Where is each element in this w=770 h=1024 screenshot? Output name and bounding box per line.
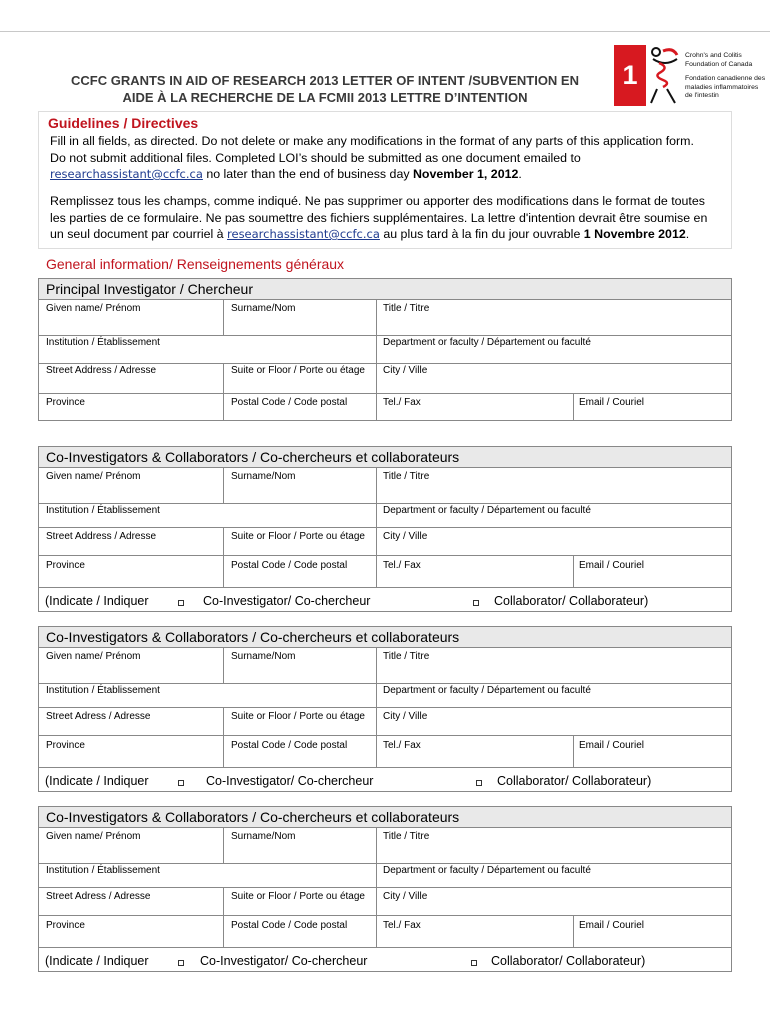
coinvestigator-block-1 — [38, 446, 732, 612]
city-field[interactable]: City / Ville — [383, 711, 428, 722]
city-field[interactable]: City / Ville — [383, 365, 428, 376]
department-field[interactable]: Department or faculty / Département ou faculté — [383, 865, 591, 876]
co2-heading: Co-Investigators & Collaborators / Co-chercheurs et collaborateurs — [39, 627, 731, 648]
indicate-label: (Indicate / Indiquer — [45, 594, 149, 608]
institution-field[interactable]: Institution / Établissement — [46, 865, 160, 876]
surname-field[interactable]: Surname/Nom — [231, 831, 296, 842]
col-divider — [573, 915, 574, 947]
col-divider — [223, 300, 224, 335]
fr-line3-tail: au plus tard à la fin du jour ouvrable — [379, 227, 584, 241]
guidelines-fr-line2: les parties de ce formulaire. Ne pas soumettre des fichiers supplémentaires. La lettre d'intention devrait être soumise en — [50, 210, 708, 225]
city-field[interactable]: City / Ville — [383, 891, 428, 902]
guidelines-en-line1: Fill in all fields, as directed. Do not delete or make any modifications in the format of any parts of this application form. — [50, 134, 694, 148]
province-field[interactable]: Province — [46, 740, 85, 751]
en-period: . — [518, 167, 522, 181]
indicate-label: (Indicate / Indiquer — [45, 954, 149, 968]
street-field[interactable]: Street Address / Adresse — [46, 531, 157, 542]
suite-field[interactable]: Suite or Floor / Porte ou étage — [231, 711, 365, 722]
institution-field[interactable]: Institution / Établissement — [46, 505, 160, 516]
logo-en-2: Foundation of Canada — [685, 60, 753, 68]
province-field[interactable]: Province — [46, 397, 85, 408]
section-title: General information/ Renseignements généraux — [46, 256, 345, 272]
institution-field[interactable]: Institution / Établissement — [46, 685, 160, 696]
coinvestigator-checkbox[interactable] — [178, 780, 184, 786]
row-divider — [39, 503, 731, 504]
collaborator-checkbox[interactable] — [473, 600, 479, 606]
col-divider — [573, 555, 574, 587]
street-field[interactable]: Street Adress / Adresse — [46, 891, 151, 902]
street-field[interactable]: Street Adress / Adresse — [46, 711, 151, 722]
collaborator-checkbox[interactable] — [476, 780, 482, 786]
title-line-2: AIDE À LA RECHERCHE DE LA FCMII 2013 LETTRE D’INTENTION — [122, 90, 528, 105]
en-deadline: November 1, 2012 — [412, 167, 519, 181]
email-link-fr[interactable]: researchassistant@ccfc.ca — [227, 227, 380, 241]
row-divider — [39, 527, 731, 528]
col-divider — [223, 527, 224, 587]
col-divider — [223, 468, 224, 503]
postal-code-field[interactable]: Postal Code / Code postal — [231, 920, 348, 931]
pi-heading: Principal Investigator / Chercheur — [39, 279, 731, 300]
surname-field[interactable]: Surname/Nom — [231, 471, 296, 482]
email-field[interactable]: Email / Couriel — [579, 740, 645, 751]
row-divider — [39, 887, 731, 888]
fr-line3-head: un seul document par courriel à — [50, 227, 228, 241]
coinvestigator-checkbox[interactable] — [178, 960, 184, 966]
row-divider — [39, 335, 731, 336]
coinvestigator-label: Co-Investigator/ Co-chercheur — [203, 594, 371, 608]
en-line3-tail: no later than the end of business day — [202, 167, 413, 181]
tel-fax-field[interactable]: Tel./ Fax — [383, 560, 421, 571]
logo-en-1: Crohn's and Colitis — [685, 52, 742, 59]
logo-fr-1: Fondation canadienne des — [685, 75, 766, 83]
logo-text — [685, 52, 770, 101]
indicate-label: (Indicate / Indiquer — [45, 774, 149, 788]
col-divider — [223, 648, 224, 683]
postal-code-field[interactable]: Postal Code / Code postal — [231, 740, 348, 751]
province-field[interactable]: Province — [46, 560, 85, 571]
col-divider — [376, 648, 377, 767]
collaborator-checkbox[interactable] — [471, 960, 477, 966]
department-field[interactable]: Department or faculty / Département ou faculté — [383, 505, 591, 516]
col-divider — [573, 393, 574, 420]
row-divider — [39, 393, 731, 394]
coinvestigator-block-2 — [38, 626, 732, 792]
title-line-1: CCFC GRANTS IN AID OF RESEARCH 2013 LETTER OF INTENT /SUBVENTION EN — [70, 73, 579, 88]
co1-heading: Co-Investigators & Collaborators / Co-chercheurs et collaborateurs — [39, 447, 731, 468]
given-name-field[interactable]: Given name/ Prénom — [46, 303, 141, 314]
given-name-field[interactable]: Given name/ Prénom — [46, 471, 141, 482]
coinvestigator-checkbox[interactable] — [178, 600, 184, 606]
tel-fax-field[interactable]: Tel./ Fax — [383, 740, 421, 751]
guidelines-en — [50, 133, 730, 183]
title-field[interactable]: Title / Titre — [383, 303, 430, 314]
department-field[interactable]: Department or faculty / Département ou faculté — [383, 337, 591, 348]
top-rule — [0, 31, 770, 32]
email-link[interactable]: researchassistant@ccfc.ca — [50, 167, 203, 181]
collaborator-label: Collaborator/ Collaborateur) — [494, 594, 649, 608]
form-title — [40, 72, 610, 106]
city-field[interactable]: City / Ville — [383, 531, 428, 542]
suite-field[interactable]: Suite or Floor / Porte ou étage — [231, 891, 365, 902]
logo-number: 1 — [614, 45, 646, 106]
col-divider — [223, 887, 224, 947]
suite-field[interactable]: Suite or Floor / Porte ou étage — [231, 531, 365, 542]
coinvestigator-block-3 — [38, 806, 732, 972]
fr-period: . — [685, 227, 690, 241]
guidelines-en-line2: Do not submit additional files. Completed LOI’s should be submitted as one document emailed to — [50, 150, 581, 165]
collaborator-label: Collaborator/ Collaborateur) — [497, 774, 652, 788]
surname-field[interactable]: Surname/Nom — [231, 651, 296, 662]
postal-code-field[interactable]: Postal Code / Code postal — [231, 397, 348, 408]
logo-fr-3: de l'intestin — [685, 92, 719, 100]
email-field[interactable]: Email / Couriel — [579, 920, 645, 931]
pi-block — [38, 278, 732, 421]
col-divider — [573, 735, 574, 767]
email-field[interactable]: Email / Couriel — [579, 397, 645, 408]
coinvestigator-label: Co-Investigator/ Co-chercheur — [206, 774, 374, 788]
fr-deadline: 1 Novembre 2012 — [583, 227, 686, 241]
ccfc-logo-figure-icon — [647, 45, 683, 105]
col-divider — [223, 707, 224, 767]
col-divider — [376, 468, 377, 587]
suite-field[interactable]: Suite or Floor / Porte ou étage — [231, 365, 365, 376]
logo-fr-2: maladies inflammatoires — [685, 83, 759, 91]
guidelines-fr — [50, 193, 730, 243]
co3-heading: Co-Investigators & Collaborators / Co-chercheurs et collaborateurs — [39, 807, 731, 828]
coinvestigator-label: Co-Investigator/ Co-chercheur — [200, 954, 368, 968]
col-divider — [376, 300, 377, 420]
guidelines-fr-line1: Remplissez tous les champs, comme indiqué. Ne pas supprimer ou apporter des modifications dans le format de toutes — [50, 194, 705, 208]
guidelines-en-line3 — [50, 166, 730, 183]
col-divider — [376, 828, 377, 947]
row-divider — [39, 767, 731, 768]
postal-code-field[interactable]: Postal Code / Code postal — [231, 560, 348, 571]
email-field[interactable]: Email / Couriel — [579, 560, 645, 571]
province-field[interactable]: Province — [46, 920, 85, 931]
guidelines-title: Guidelines / Directives — [48, 115, 199, 131]
row-divider — [39, 555, 731, 556]
title-field[interactable]: Title / Titre — [383, 471, 430, 482]
collaborator-label: Collaborator/ Collaborateur) — [491, 954, 646, 968]
institution-field[interactable]: Institution / Établissement — [46, 337, 160, 348]
department-field[interactable]: Department or faculty / Département ou faculté — [383, 685, 591, 696]
street-field[interactable]: Street Address / Adresse — [46, 365, 157, 376]
title-field[interactable]: Title / Titre — [383, 651, 430, 662]
row-divider — [39, 735, 731, 736]
row-divider — [39, 363, 731, 364]
tel-fax-field[interactable]: Tel./ Fax — [383, 920, 421, 931]
row-divider — [39, 947, 731, 948]
title-field[interactable]: Title / Titre — [383, 831, 430, 842]
row-divider — [39, 915, 731, 916]
given-name-field[interactable]: Given name/ Prénom — [46, 651, 141, 662]
row-divider — [39, 587, 731, 588]
col-divider — [223, 828, 224, 863]
row-divider — [39, 683, 731, 684]
row-divider — [39, 863, 731, 864]
col-divider — [223, 363, 224, 420]
guidelines-fr-line3 — [50, 226, 730, 243]
row-divider — [39, 707, 731, 708]
given-name-field[interactable]: Given name/ Prénom — [46, 831, 141, 842]
surname-field[interactable]: Surname/Nom — [231, 303, 296, 314]
tel-fax-field[interactable]: Tel./ Fax — [383, 397, 421, 408]
